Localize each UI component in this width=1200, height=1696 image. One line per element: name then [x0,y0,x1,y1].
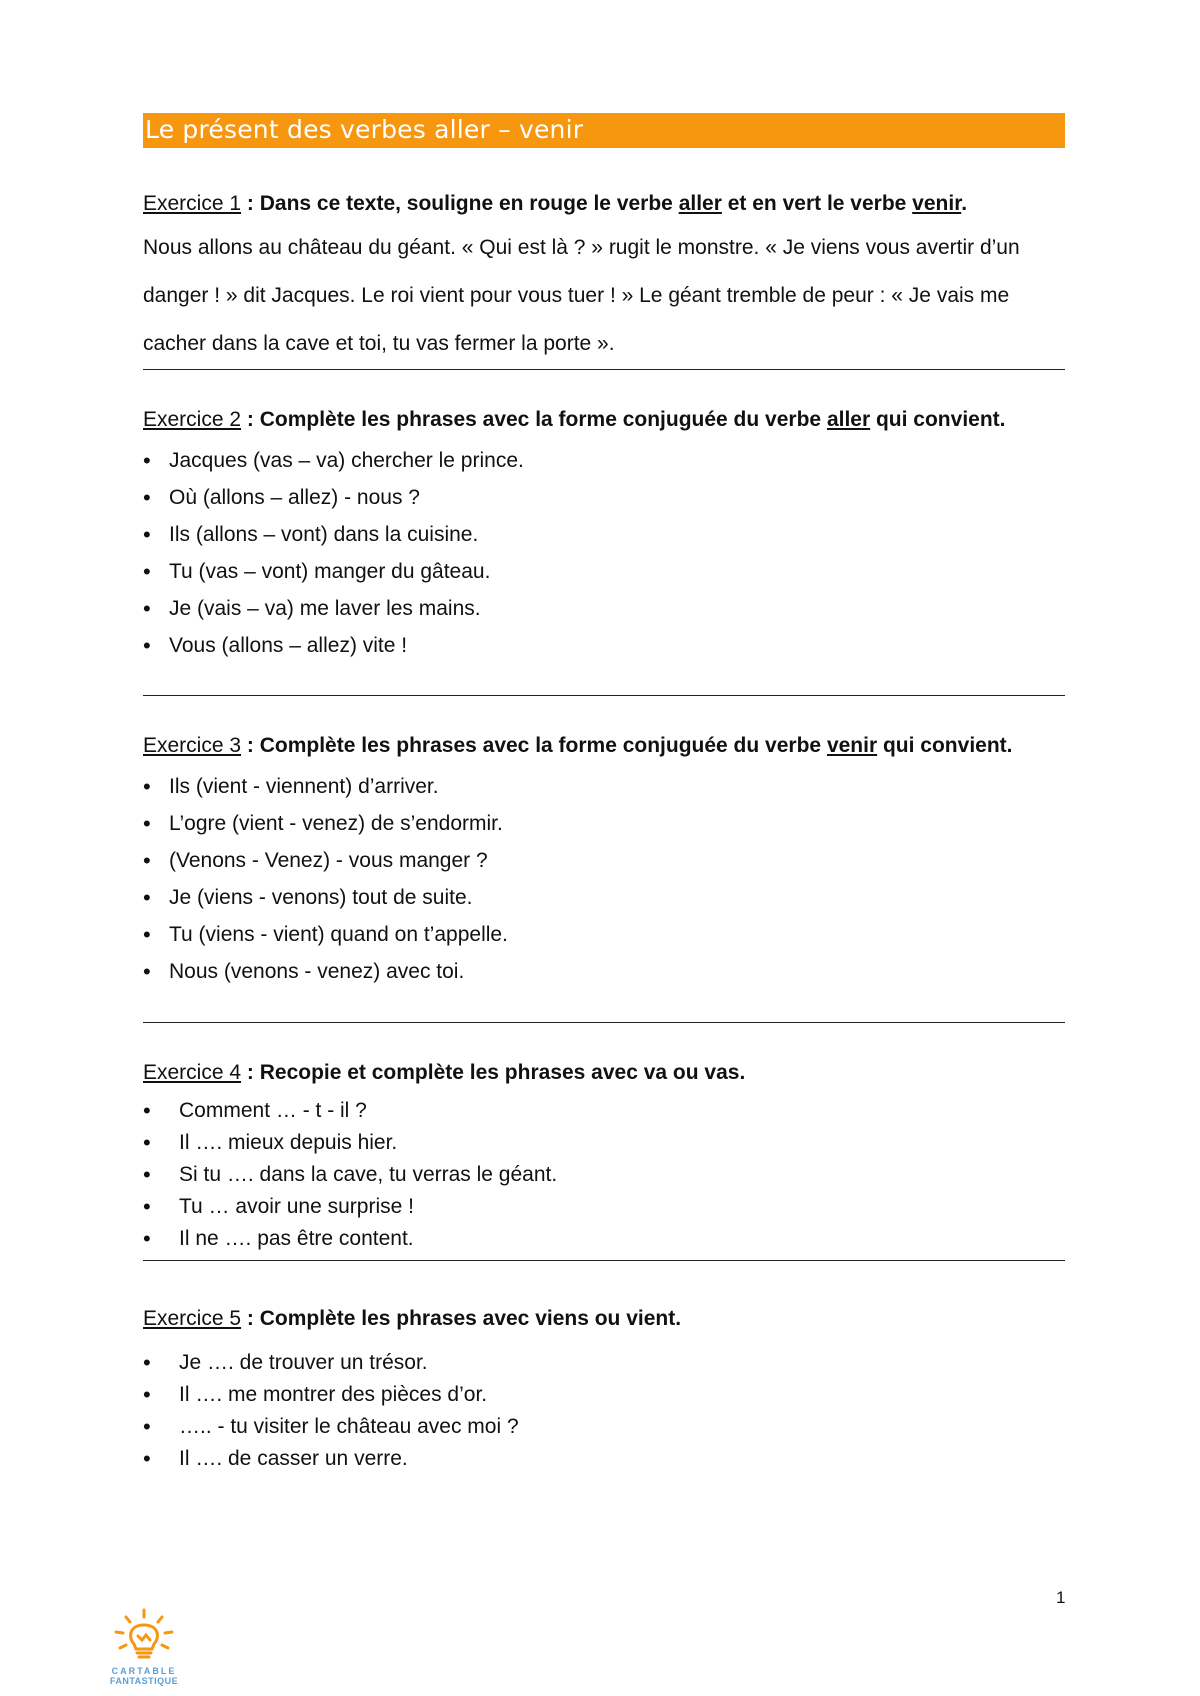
exercise-1-number: Exercice 1 [143,192,242,215]
exercise-3 [143,730,1065,990]
list-item: • Tu (vas – vont) manger du gâteau. [143,553,1065,590]
list-item: • (Venons - Venez) - vous manger ? [143,842,1065,879]
list-item: • Je (viens - venons) tout de suite. [143,879,1065,916]
exercise-5-list [143,1347,1065,1475]
divider [143,1022,1065,1023]
exercise-2-list [143,442,1065,664]
exercise-1-text: Nous allons au château du géant. « Qui est là ? » rugit le monstre. « Je viens vous avertir d’un danger ! » dit Jacques. Le roi vient pour vous tuer ! » Le géant tremble de peur : « Je vais me cacher dans la cave et toi, tu vas fermer la porte ». [143,236,1020,355]
list-item: • Tu … avoir une surprise ! [143,1191,1065,1223]
divider [143,1260,1065,1261]
exercise-1 [143,188,1065,368]
page-title: Le présent des verbes aller – venir [145,115,584,144]
exercise-5 [143,1303,1065,1475]
exercise-4-number: Exercice 4 [143,1061,242,1084]
exercise-4-heading: Exercice 4 : Recopie et complète les phrases avec va ou vas. [143,1061,746,1084]
cartable-fantastique-logo [104,1608,184,1688]
divider [143,695,1065,696]
lightbulb-icon [104,1608,184,1666]
logo-line-1: CARTABLE [111,1666,177,1676]
exercise-3-list [143,768,1065,990]
exercise-4 [143,1057,1065,1255]
list-item: • Si tu …. dans la cave, tu verras le géant. [143,1159,1065,1191]
list-item: • Il …. de casser un verre. [143,1443,1065,1475]
exercise-3-heading: Exercice 3 : Complète les phrases avec la forme conjuguée du verbe venir qui convient. [143,734,1013,757]
exercise-2-heading: Exercice 2 : Complète les phrases avec la forme conjuguée du verbe aller qui convient. [143,408,1006,431]
list-item: • Je …. de trouver un trésor. [143,1347,1065,1379]
list-item: • Comment … - t - il ? [143,1095,1065,1127]
list-item: • Il …. me montrer des pièces d’or. [143,1379,1065,1411]
list-item: • Ils (allons – vont) dans la cuisine. [143,516,1065,553]
list-item: • Il ne …. pas être content. [143,1223,1065,1255]
list-item: • Tu (viens - vient) quand on t’appelle. [143,916,1065,953]
exercise-2-number: Exercice 2 [143,408,242,431]
exercise-2 [143,404,1065,664]
exercise-5-number: Exercice 5 [143,1307,242,1330]
exercise-1-heading: Exercice 1 : Dans ce texte, souligne en rouge le verbe aller et en vert le verbe venir. [143,192,968,215]
list-item: • Ils (vient - viennent) d’arriver. [143,768,1065,805]
list-item: • Vous (allons – allez) vite ! [143,627,1065,664]
page-number: 1 [1056,1588,1066,1607]
list-item: • Où (allons – allez) - nous ? [143,479,1065,516]
divider [143,369,1065,370]
title-banner [143,113,1065,148]
logo-line-2: FANTASTIQUE [109,1676,179,1686]
list-item: • Je (vais – va) me laver les mains. [143,590,1065,627]
list-item: • ….. - tu visiter le château avec moi ? [143,1411,1065,1443]
exercise-5-heading: Exercice 5 : Complète les phrases avec viens ou vient. [143,1307,682,1330]
list-item: • Il …. mieux depuis hier. [143,1127,1065,1159]
list-item: • Nous (venons - venez) avec toi. [143,953,1065,990]
list-item: • Jacques (vas – va) chercher le prince. [143,442,1065,479]
exercise-3-number: Exercice 3 [143,734,242,757]
list-item: • L’ogre (vient - venez) de s’endormir. [143,805,1065,842]
exercise-4-list [143,1095,1065,1255]
